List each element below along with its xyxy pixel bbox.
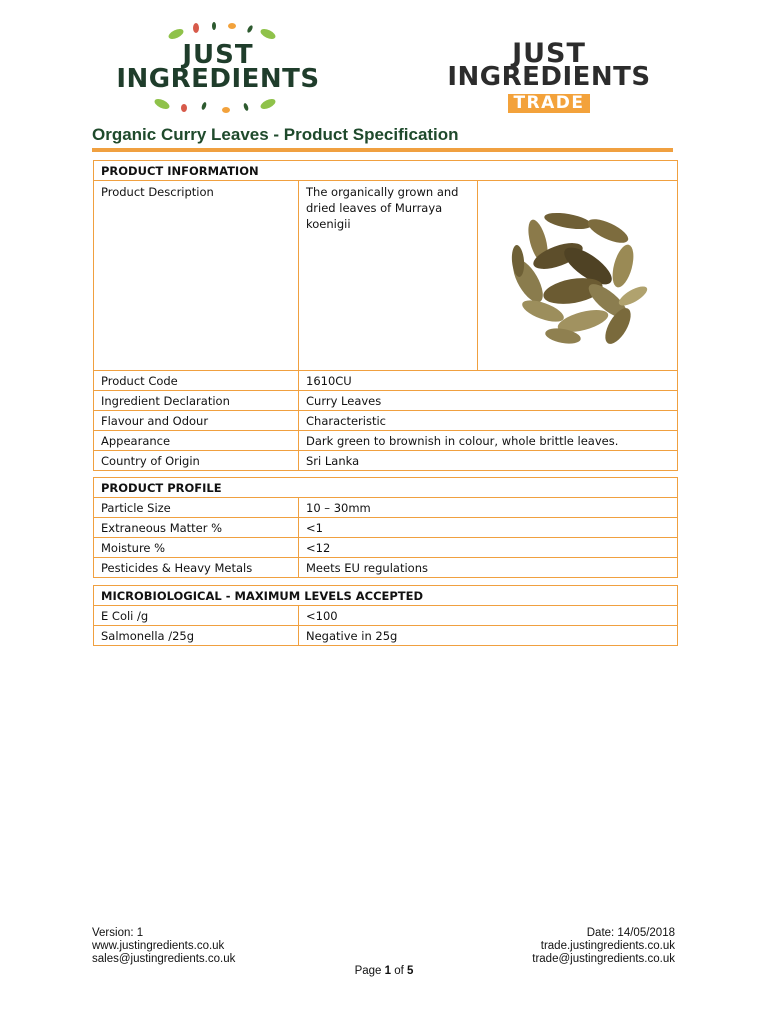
description-value: The organically grown and dried leaves of Murraya koenigii (299, 181, 478, 371)
spec-label: Particle Size (94, 498, 299, 518)
spec-value: Meets EU regulations (299, 558, 678, 578)
page-of: of (394, 965, 404, 977)
spec-value: Negative in 25g (299, 626, 678, 646)
product-image-cell (478, 181, 678, 371)
spec-value: Dark green to brownish in colour, whole brittle leaves. (299, 431, 678, 451)
microbiological-table (93, 585, 678, 646)
title-divider (92, 148, 673, 152)
page-number (0, 965, 768, 977)
just-ingredients-logo (108, 20, 328, 120)
spec-value: <12 (299, 538, 678, 558)
section-heading: PRODUCT PROFILE (94, 478, 678, 498)
footer-right (532, 927, 675, 966)
spec-label: Country of Origin (94, 451, 299, 471)
spec-label: Product Code (94, 371, 299, 391)
just-ingredients-trade-logo (436, 40, 662, 120)
spec-label: Appearance (94, 431, 299, 451)
description-label: Product Description (94, 181, 299, 371)
trade-email-link[interactable]: trade@justingredients.co.uk (532, 953, 675, 965)
logo-left-just: JUST (182, 40, 254, 70)
section-heading: PRODUCT INFORMATION (94, 161, 678, 181)
product-profile-table (93, 477, 678, 578)
spec-value: 1610CU (299, 371, 678, 391)
spec-value: Curry Leaves (299, 391, 678, 411)
spec-label: Pesticides & Heavy Metals (94, 558, 299, 578)
spec-label: Extraneous Matter % (94, 518, 299, 538)
logo-left-ingredients: INGREDIENTS (116, 64, 320, 94)
website-link[interactable]: www.justingredients.co.uk (92, 940, 225, 952)
logo-right-ingredients: INGREDIENTS (447, 62, 651, 92)
version-text: Version: 1 (92, 927, 144, 939)
spec-label: Moisture % (94, 538, 299, 558)
spec-value: <1 (299, 518, 678, 538)
spec-value: 10 – 30mm (299, 498, 678, 518)
footer-left (92, 927, 235, 966)
spec-value: Sri Lanka (299, 451, 678, 471)
curry-leaves-photo (478, 181, 678, 367)
spec-label: Salmonella /25g (94, 626, 299, 646)
section-heading: MICROBIOLOGICAL - MAXIMUM LEVELS ACCEPTED (94, 586, 678, 606)
page-current: 1 (384, 965, 392, 977)
trade-badge: TRADE (508, 94, 590, 113)
page-total: 5 (407, 965, 414, 977)
spec-label: Flavour and Odour (94, 411, 299, 431)
page-prefix: Page (354, 965, 382, 977)
sales-email-link[interactable]: sales@justingredients.co.uk (92, 953, 236, 965)
page-title: Organic Curry Leaves - Product Specification (92, 125, 459, 144)
trade-website-link[interactable]: trade.justingredients.co.uk (540, 940, 675, 952)
logo-right-just: JUST (512, 38, 586, 69)
product-information-table (93, 160, 678, 471)
spec-label: Ingredient Declaration (94, 391, 299, 411)
spec-label: E Coli /g (94, 606, 299, 626)
spec-value: <100 (299, 606, 678, 626)
date-text: Date: 14/05/2018 (586, 927, 675, 939)
spec-value: Characteristic (299, 411, 678, 431)
